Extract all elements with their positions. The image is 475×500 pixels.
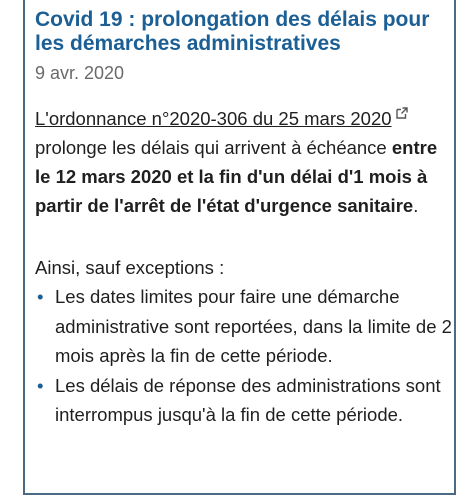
lead-bold-text: entre le 12 mars 2020 et la fin d'un délai d'1 mois à partir de l'arrêt de l'état d'urgence sanitaire — [35, 137, 438, 216]
list-item-text: Les délais de réponse des administrations sont interrompus jusqu'à la fin de cette période. — [55, 374, 441, 425]
list-item — [25, 282, 455, 371]
bullet-icon: • — [37, 286, 44, 307]
article-title: Covid 19 : prolongation des délais pour les démarches administratives — [35, 8, 430, 55]
lead-text: prolonge les délais qui arrivent à échéance — [35, 137, 387, 158]
external-link-icon[interactable] — [396, 98, 408, 110]
news-card — [23, 0, 456, 495]
article-lead — [35, 98, 455, 220]
list-item — [25, 371, 455, 430]
ordonnance-link-text[interactable]: L'ordonnance n°2020-306 du 25 mars 2020 — [35, 108, 392, 129]
ordonnance-link[interactable] — [35, 108, 392, 129]
list-item-text: Les dates limites pour faire une démarche administrative sont reportées, dans la limite de 2 mois après la fin de cette période. — [55, 286, 452, 366]
bullet-icon: • — [37, 374, 44, 396]
bullet-list — [25, 282, 455, 430]
lead-period: . — [413, 195, 419, 216]
article-date: 9 avr. 2020 — [35, 63, 125, 83]
intro-text: Ainsi, sauf exceptions : — [35, 257, 225, 278]
